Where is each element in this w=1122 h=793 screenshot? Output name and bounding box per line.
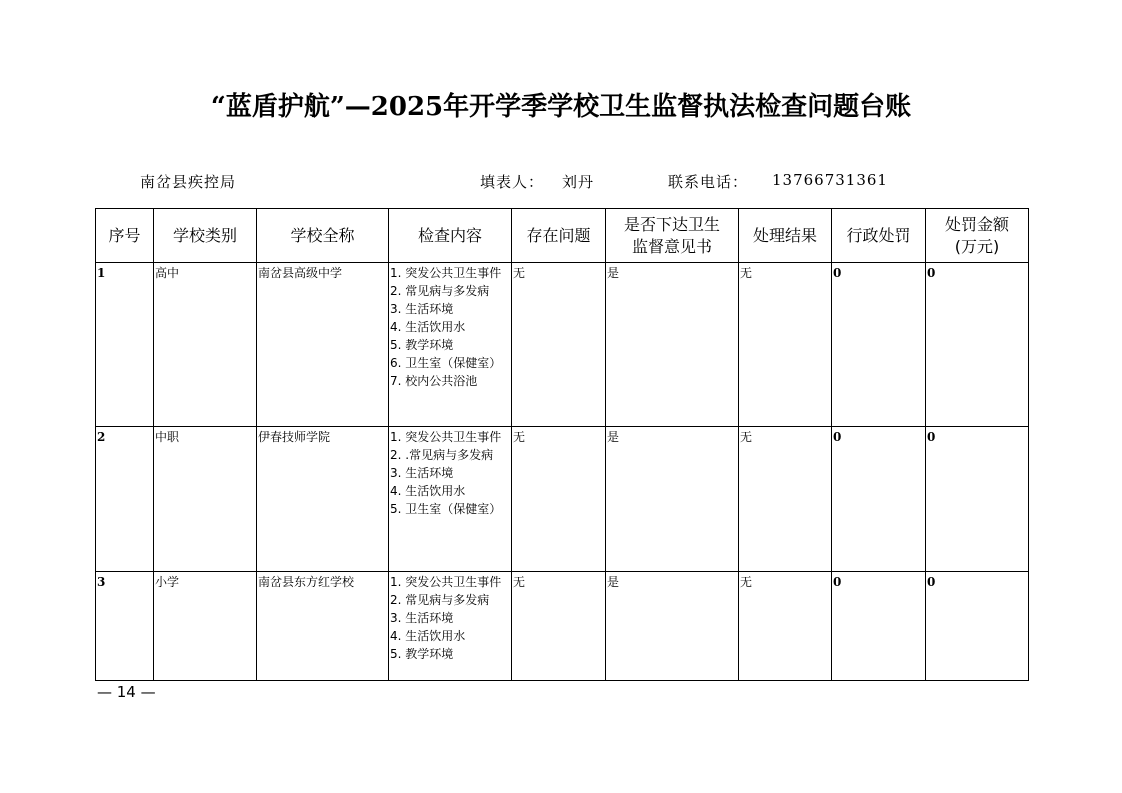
content-item	[390, 627, 510, 645]
header-opinion-line2: 监督意见书	[631, 236, 712, 256]
phone-label: 联系电话：	[668, 173, 749, 191]
content-item	[390, 354, 510, 372]
header-amount	[926, 209, 1029, 263]
content-item-text: 卫生室（保健室）	[405, 356, 502, 370]
cell-school-type: 小学	[154, 572, 257, 681]
content-item-text: 突发公共卫生事件	[405, 430, 502, 444]
header-problem: 存在问题	[512, 209, 606, 263]
content-item-no: 2.	[390, 284, 402, 298]
content-item-text: 生活饮用水	[405, 484, 466, 498]
content-item-no: 5.	[390, 502, 402, 516]
content-item	[390, 645, 510, 663]
content-item	[390, 282, 510, 300]
content-item-no: 4.	[390, 484, 402, 498]
header-penalty: 行政处罚	[832, 209, 926, 263]
filler-name: 刘丹	[562, 173, 595, 191]
org-name: 南岔县疾控局	[140, 173, 237, 191]
content-item-text: 突发公共卫生事件	[405, 575, 502, 589]
table-row	[96, 427, 1029, 572]
content-item-no: 7.	[390, 374, 402, 388]
cell-opinion: 是	[606, 572, 739, 681]
content-item-no: 5.	[390, 338, 402, 352]
header-amount-line1: 处罚金额	[944, 214, 1009, 234]
header-content: 检查内容	[389, 209, 512, 263]
cell-school-name: 伊春技师学院	[257, 427, 389, 572]
content-item	[390, 372, 510, 390]
cell-result: 无	[739, 427, 832, 572]
header-seq: 序号	[96, 209, 154, 263]
header-opinion	[606, 209, 739, 263]
filler-label: 填表人：	[480, 173, 545, 191]
content-item-no: 3.	[390, 466, 402, 480]
header-row	[96, 209, 1029, 263]
content-item-text: 生活环境	[405, 611, 454, 625]
content-item-no: 3.	[390, 611, 402, 625]
content-item	[390, 428, 510, 446]
content-item-text: 教学环境	[405, 338, 454, 352]
cell-school-name: 南岔县东方红学校	[257, 572, 389, 681]
cell-opinion: 是	[606, 263, 739, 427]
content-item	[390, 318, 510, 336]
header-opinion-line1: 是否下达卫生	[623, 214, 720, 234]
cell-opinion: 是	[606, 427, 739, 572]
content-item-text: 生活环境	[405, 466, 454, 480]
content-item-text: 教学环境	[405, 647, 454, 661]
cell-content	[389, 572, 512, 681]
content-item	[390, 482, 510, 500]
header-school-name: 学校全称	[257, 209, 389, 263]
content-item-no: 2.	[390, 448, 402, 462]
table-row	[96, 572, 1029, 681]
cell-problem: 无	[512, 263, 606, 427]
content-item-no: 1.	[390, 430, 402, 444]
content-item-text: 常见病与多发病	[405, 284, 490, 298]
content-item-text: 常见病与多发病	[405, 593, 490, 607]
cell-seq: 2	[96, 427, 154, 572]
content-item	[390, 609, 510, 627]
inspection-ledger-table	[95, 208, 1029, 681]
content-item-text: .常见病与多发病	[405, 448, 494, 462]
content-item-no: 4.	[390, 320, 402, 334]
content-item	[390, 464, 510, 482]
content-item-no: 2.	[390, 593, 402, 607]
cell-content	[389, 427, 512, 572]
header-result: 处理结果	[739, 209, 832, 263]
content-item-no: 4.	[390, 629, 402, 643]
document-title: “蓝盾护航”—2025年开学季学校卫生监督执法检查问题台账	[210, 92, 912, 122]
table-row	[96, 263, 1029, 427]
cell-seq: 3	[96, 572, 154, 681]
page-number: — 14 —	[97, 683, 156, 701]
content-item-no: 1.	[390, 575, 402, 589]
cell-seq: 1	[96, 263, 154, 427]
content-item	[390, 591, 510, 609]
cell-school-type: 中职	[154, 427, 257, 572]
cell-penalty: 0	[832, 427, 926, 572]
cell-problem: 无	[512, 572, 606, 681]
cell-penalty: 0	[832, 263, 926, 427]
content-item-no: 1.	[390, 266, 402, 280]
header-amount-line2: (万元)	[954, 236, 1000, 256]
cell-amount: 0	[926, 572, 1029, 681]
content-item-text: 生活饮用水	[405, 320, 466, 334]
cell-penalty: 0	[832, 572, 926, 681]
content-item	[390, 500, 510, 518]
content-item-no: 3.	[390, 302, 402, 316]
content-item	[390, 264, 510, 282]
cell-amount: 0	[926, 427, 1029, 572]
header-school-type: 学校类别	[154, 209, 257, 263]
cell-problem: 无	[512, 427, 606, 572]
cell-school-name: 南岔县高级中学	[257, 263, 389, 427]
cell-amount: 0	[926, 263, 1029, 427]
content-item	[390, 446, 510, 464]
content-item-text: 生活饮用水	[405, 629, 466, 643]
content-item-text: 突发公共卫生事件	[405, 266, 502, 280]
content-item-text: 卫生室（保健室）	[405, 502, 502, 516]
cell-result: 无	[739, 263, 832, 427]
phone-number: 13766731361	[772, 171, 888, 189]
content-item-no: 6.	[390, 356, 402, 370]
content-item	[390, 336, 510, 354]
content-item	[390, 300, 510, 318]
content-item	[390, 573, 510, 591]
cell-school-type: 高中	[154, 263, 257, 427]
content-item-no: 5.	[390, 647, 402, 661]
cell-result: 无	[739, 572, 832, 681]
content-item-text: 生活环境	[405, 302, 454, 316]
content-item-text: 校内公共浴池	[405, 374, 478, 388]
cell-content	[389, 263, 512, 427]
